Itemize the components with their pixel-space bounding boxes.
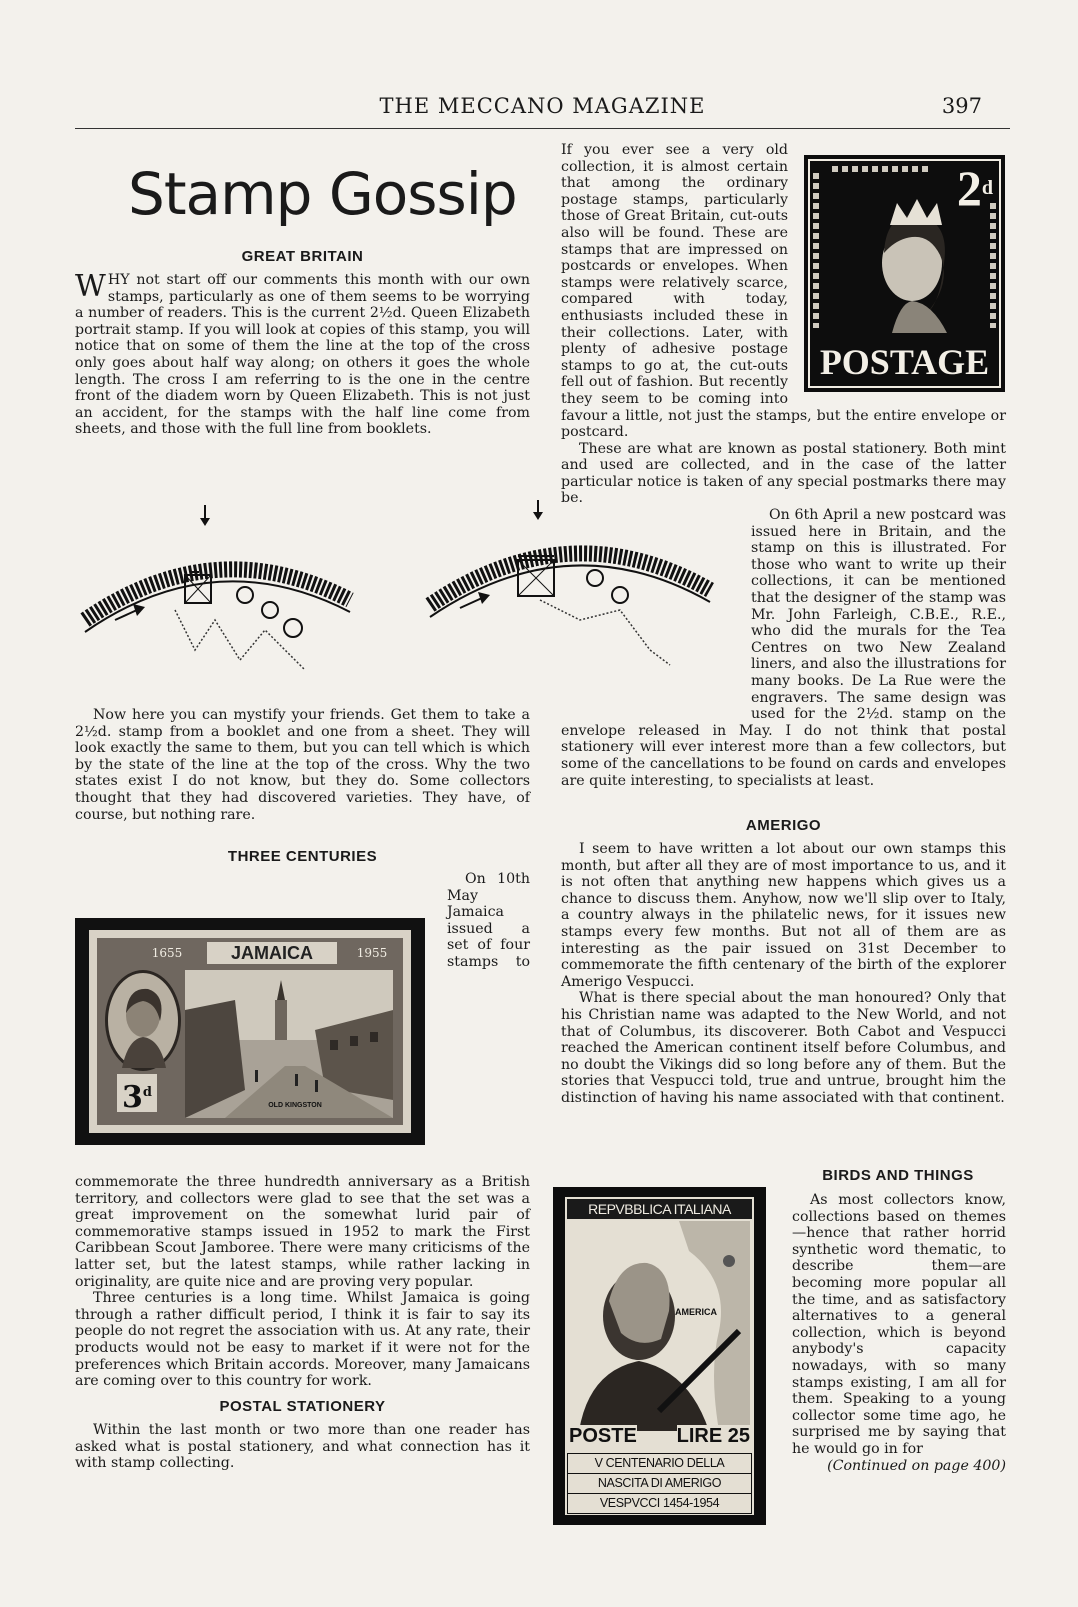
italy-vespucci-stamp-image (553, 1187, 766, 1525)
diadem-sheet-illustration (85, 505, 350, 670)
paragraph-amerigo (561, 841, 1006, 1107)
italy-value: LIRE 25 (676, 1425, 750, 1447)
paragraph-gb-2-text: Now here you can mystify your friends. Get them to take a 2½d. stamp from a booklet and one from a sheet. They will look exactly the same to them, but you can tell which is which by the state of the line at the top of the cross. Why the two states exist I do not know, but they do. Some collectors thought that they had discovered varieties. They have, of course, but nothing rare. (75, 707, 530, 823)
heading-amerigo: AMERIGO (745, 817, 822, 834)
article-title: Stamp Gossip (128, 160, 517, 228)
paragraph-birds-text: As most collectors know, collections based on themes—hence that rather horrid synthetic word thematic, to describe them—are becoming more popular all the time, and as satisfactory alternatives to a general collection, which is beyond anybody's capacity nowadays, with so many stamps existing, I am all for them. Speaking to a young collector some time ago, he surprised me by saying that he would go in for (792, 1192, 1006, 1457)
heading-birds-and-things: BIRDS AND THINGS (822, 1167, 974, 1184)
page-number: 397 (941, 94, 982, 118)
italy-line-1: V CENTENARIO DELLA (567, 1453, 752, 1474)
paragraph-birds (792, 1192, 1006, 1474)
continued-note: (Continued on page 400) (827, 1457, 1006, 1474)
gb-stamp-float-spacer (788, 142, 1006, 396)
jamaica-float-spacer (75, 871, 447, 1174)
italy-line-3: VESPVCCI 1454-1954 (567, 1494, 752, 1514)
paragraph-ps-4-text: On 6th April a new postcard was issued here in Britain, and the stamp on this is illustrated. For those who want to write up their collections, it can be mentioned that the designer of the stamp was Mr. John Farleigh, C.B.E., R.E., who did the murals for the Tea Centres on two New Zealand liners, and also the illustrations for many books. De La Rue were the engravers. The same design was used for the 2½d. stamp on the envelope released in May. I do not think that postal stationery will ever interest more than a few collectors, but some of the cancellations to be found on cards and envelopes are quite interesting, to specialists at least. (561, 507, 1006, 789)
italy-poste: POSTE (569, 1425, 637, 1447)
paragraph-tc-1 (75, 871, 530, 1390)
gb-stamp-value-number: 2 (956, 160, 982, 216)
paragraph-ps-1 (75, 1422, 530, 1472)
italy-top-text: REPVBBLICA ITALIANA (567, 1199, 752, 1219)
paragraph-tc-2-text: Three centuries is a long time. Whilst Jamaica is going through a rather difficult period, I think it is fair to say its people do not regret the association with us. At any rate, their products would not be easy to market if it were not for the preferences which Britain accords. Moreover, many Jamaicans are coming over to this country for work. (75, 1290, 530, 1390)
page-header (75, 92, 1010, 129)
drop-cap: W (75, 269, 106, 304)
jamaica-caption: OLD KINGSTON (268, 1102, 322, 1109)
heading-postal-stationery: POSTAL STATIONERY (219, 1398, 386, 1415)
paragraph-amerigo-2-text: What is there special about the man honoured? Only that his Christian name was adapted to the New World, and not that of Columbus, its discoverer. Both Cabot and Vespucci reached the American continent itself before Columbus, and no doubt the Vikings did so long before any of them. But the stories that Vespucci told, true and untrue, brought him the distinction of having his name associated with that continent. (561, 990, 1006, 1106)
jamaica-year-right: 1955 (356, 946, 388, 960)
paragraph-gb-1-text: HY not start off our comments this month with our own stamps, particularly as one of them seems to be worrying a number of readers. This is the current 2½d. Queen Elizabeth portrait stamp. If you will look at copies of this stamp, you will notice that on some of them the line at the top of the cross only goes about half way along; on others it goes the whole length. The cross I am referring to is the one in the centre front of the diadem worn by Queen Elizabeth. This is not just an accident, for the stamps with the half line come from sheets, and those with the full line from booklets. (75, 272, 530, 438)
magazine-title: THE MECCANO MAGAZINE (379, 94, 706, 118)
paragraph-gb-2 (75, 707, 530, 823)
paragraph-gb-1 (75, 269, 530, 438)
gb-stamp-label: POSTAGE (819, 342, 990, 382)
paragraph-ps-2-text: If you ever see a very old collection, it is almost certain that among the ordinary postage stamps, particularly those of Great Britain, cut-outs also will be found. These are stamps that are impressed on postcards or envelopes. When stamps were relatively scarce, compared with today, enthusiasts included these in their collections. Later, with plenty of adhesive postage stamps to go at, the cut-outs fell out of fashion. But recently they seem to be coming into favour a little, not just the stamps, but the entire envelope or postcard. (561, 142, 1006, 441)
jamaica-year-left: 1655 (151, 946, 183, 960)
paragraph-ps-3-text: These are what are known as postal stationery. Both mint and used are collected, and in the case of the latter particular notice is taken of any special postmarks there may be. (561, 440, 1006, 507)
jamaica-value-number: 3 (122, 1080, 143, 1115)
diagram-float-spacer (561, 507, 751, 717)
paragraph-tc-1-text: On 10th May Jamaica issued a set of four stamps to commemorate the three hundredth anniversary as a British territory, and collectors were glad to see that the set was a great improvement on the somewhat lurid pair of commemorative stamps issued in 1952 to mark the First Caribbean Scout Jamboree. There were many criticisms of the latter set, but the latest stamps, while rather lacking in originality, are quite nice and are proving very popular. (75, 871, 530, 1290)
heading-great-britain: GREAT BRITAIN (241, 248, 364, 265)
paragraph-ps-2 (561, 142, 1006, 789)
paragraph-ps-1-text: Within the last month or two more than one reader has asked what is postal stationery, and what connection has it with stamp collecting. (75, 1422, 530, 1472)
vespucci-portrait (569, 1221, 750, 1431)
paragraph-amerigo-1-text: I seem to have written a lot about our own stamps this month, but after all they are of most importance to us, and it is not often that anything new happens which gives us a chance to discuss them. Anyhow, now we'll slip over to Italy, a country always in the philatelic news, for it issues new stamps every few months. But not all of them are as interesting as the pair issued on 31st December to commemorate the fifth centenary of the birth of the explorer Amerigo Vespucci. (561, 841, 1006, 990)
jamaica-country: JAMAICA (207, 942, 337, 964)
jamaica-value-suffix: d (142, 1085, 152, 1100)
gb-stamp-value-suffix: d (981, 177, 993, 199)
italy-line-2: NASCITA DI AMERIGO (567, 1474, 752, 1494)
heading-three-centuries: THREE CENTURIES (227, 848, 378, 865)
italy-inscription (567, 1453, 752, 1514)
italy-map-label: AMERICA (675, 1307, 717, 1317)
